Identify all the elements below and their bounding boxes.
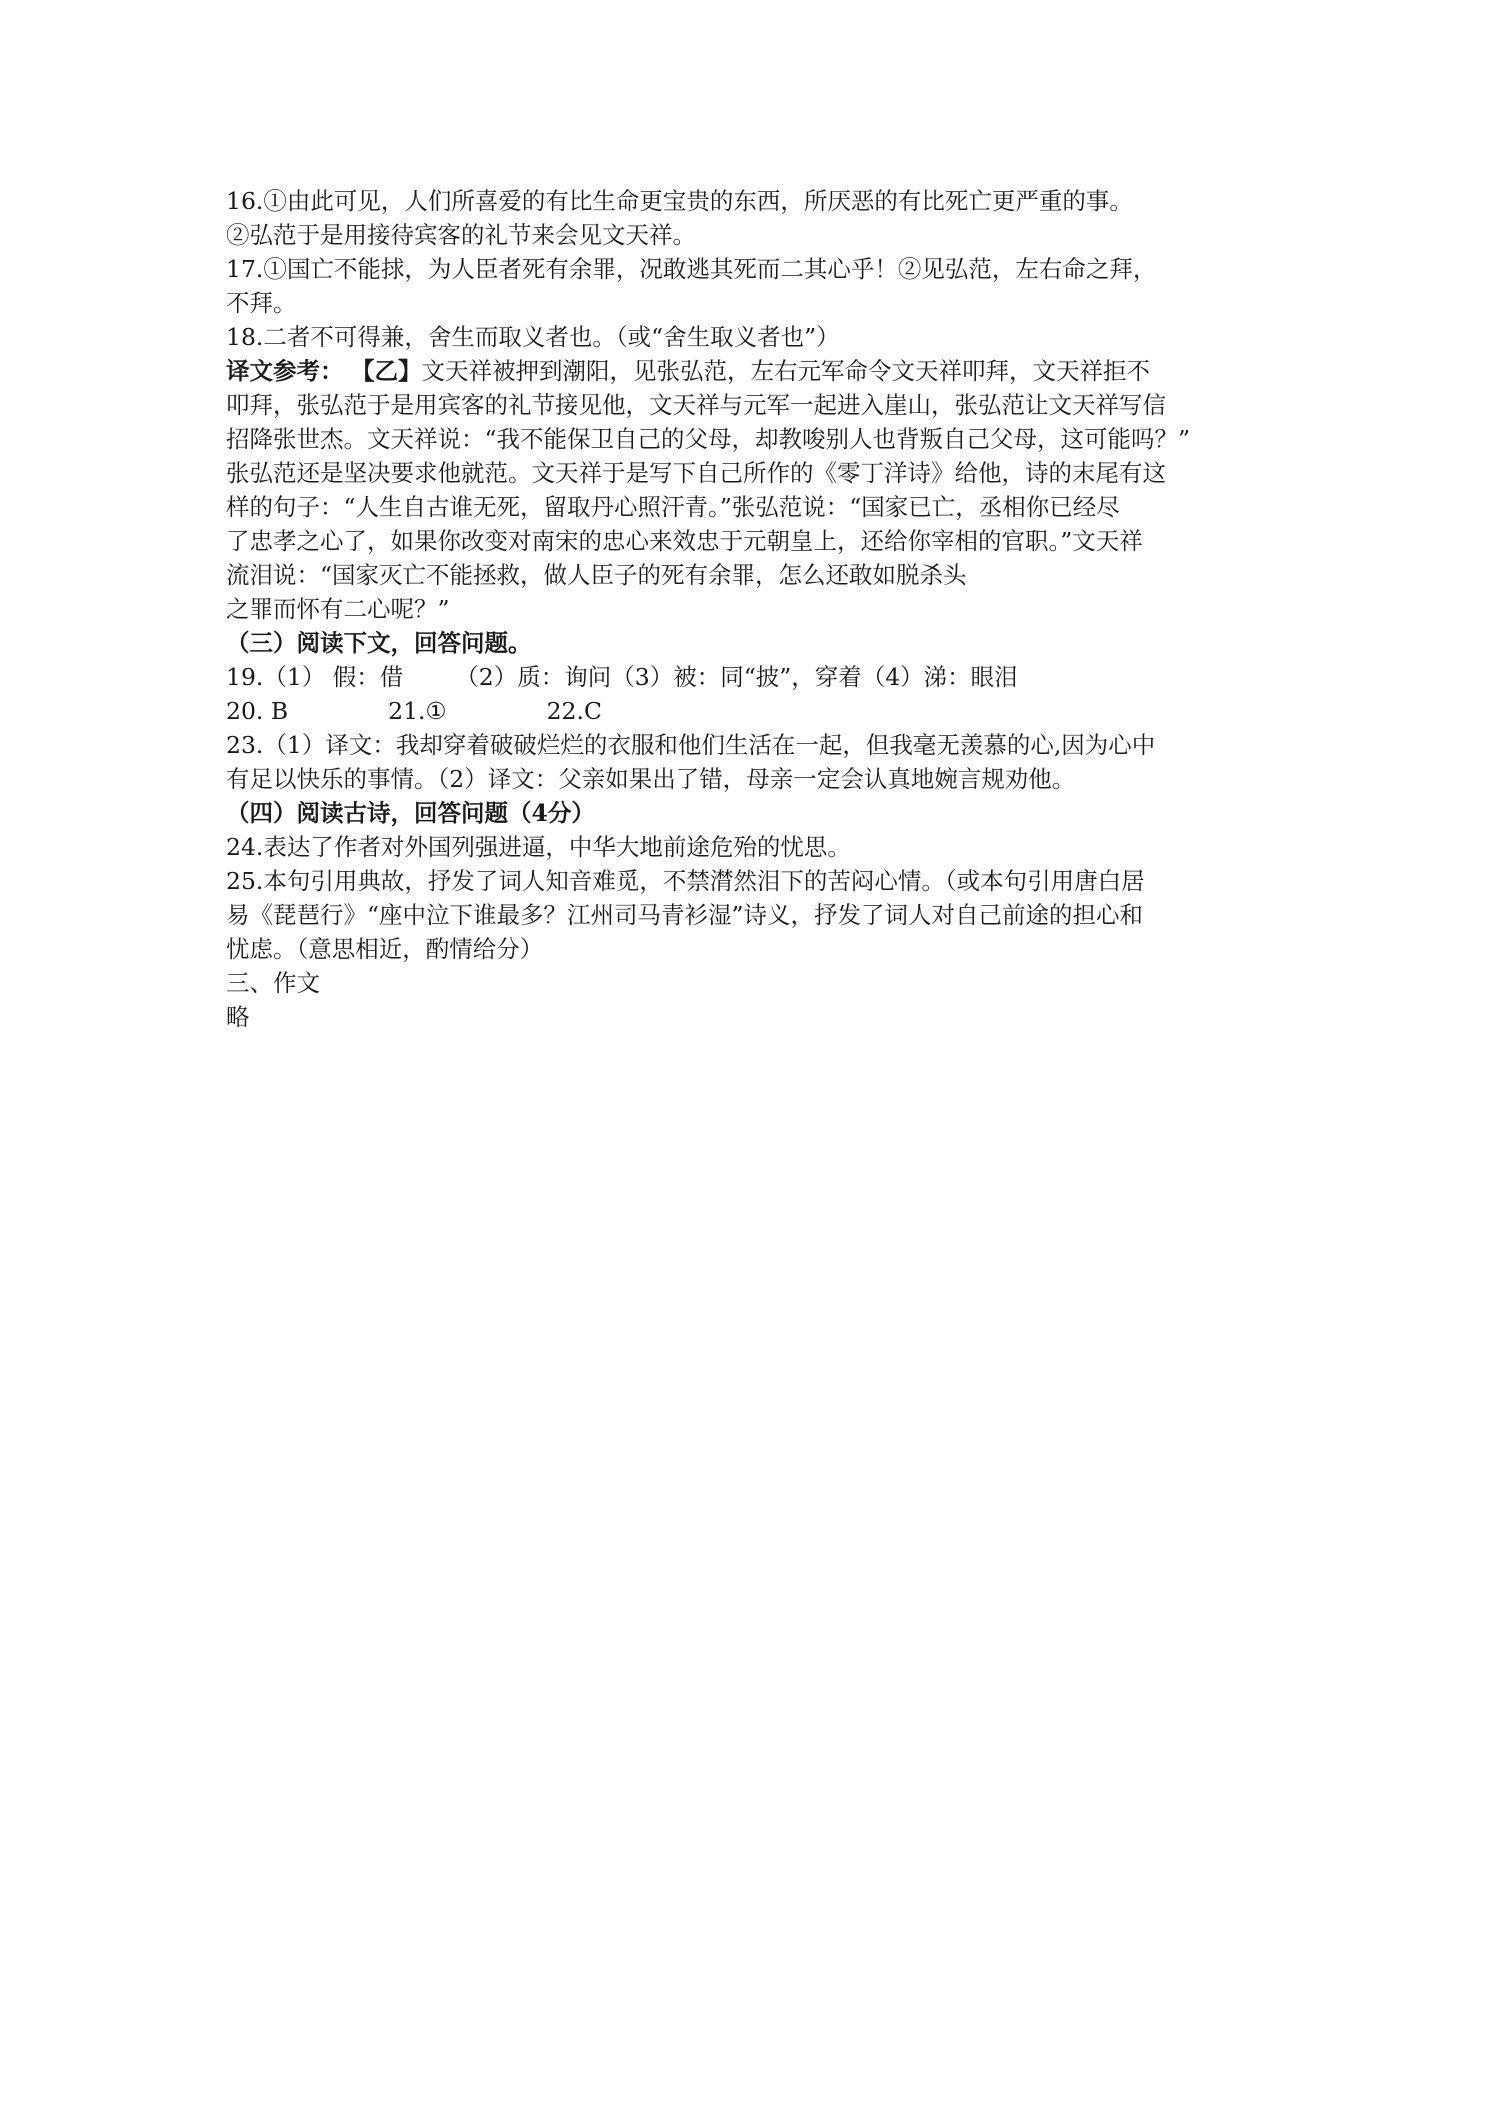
section-4-heading: （四）阅读古诗，回答问题（4分） bbox=[226, 799, 595, 827]
translation-line-1 bbox=[226, 354, 1276, 388]
section-essay-heading: 三、作文 bbox=[226, 969, 320, 997]
translation-line-4: 张弘范还是坚决要求他就范。文天祥于是写下自己所作的《零丁洋诗》给他，诗的末尾有这 bbox=[226, 459, 1166, 487]
q19-answer bbox=[226, 660, 1276, 694]
q17-answer-line-2: 不拜。 bbox=[226, 289, 297, 317]
translation-line-7: 流泪说：“国家灭亡不能拯救，做人臣子的死有余罪，怎么还敢如脱杀头 bbox=[226, 561, 967, 589]
q19-part-b: （2）质：询问（3）被：同“披”，穿着（4）涕：眼泪 bbox=[455, 663, 1018, 691]
q18-answer: 18.二者不可得兼，舍生而取义者也。（或“舍生取义者也”） bbox=[226, 323, 840, 351]
q25-answer-line-3: 忧虑。（意思相近，酌情给分） bbox=[226, 935, 544, 963]
q16-answer-line-2: ②弘范于是用接待宾客的礼节来会见文天祥。 bbox=[226, 221, 696, 249]
q23-answer-line-2: 有足以快乐的事情。（2）译文：父亲如果出了错，母亲一定会认真地婉言规劝他。 bbox=[226, 765, 1076, 793]
q25-answer-line-2: 易《琵琶行》“座中泣下谁最多？江州司马青衫湿”诗义，抒发了词人对自己前途的担心和 bbox=[226, 901, 1144, 929]
translation-text-1: 文天祥被押到潮阳，见张弘范，左右元军命令文天祥叩拜，文天祥拒不 bbox=[421, 357, 1150, 385]
q20-q22-answers bbox=[226, 694, 1276, 728]
section-3-heading: （三）阅读下文，回答问题。 bbox=[226, 629, 532, 657]
translation-label: 译文参考： bbox=[226, 357, 344, 385]
translation-line-3: 招降张世杰。文天祥说：“我不能保卫自己的父母，却教唆别人也背叛自己父母，这可能吗？” bbox=[226, 425, 1191, 453]
translation-line-6: 了忠孝之心了，如果你改变对南宋的忠心来效忠于元朝皇上，还给你宰相的官职。”文天祥 bbox=[226, 527, 1143, 555]
q23-answer-line-1: 23.（1）译文：我却穿着破破烂烂的衣服和他们生活在一起，但我毫无羡慕的心,因为心中 bbox=[226, 731, 1156, 759]
answer-key-page bbox=[226, 184, 1276, 1034]
translation-tag: 【乙】 bbox=[350, 357, 422, 385]
q21-answer: 21.① bbox=[388, 697, 447, 725]
q16-answer-line-1: 16.①由此可见，人们所喜爱的有比生命更宝贵的东西，所厌恶的有比死亡更严重的事。 bbox=[226, 187, 1133, 215]
q25-answer-line-1: 25.本句引用典故，抒发了词人知音难觅，不禁潸然泪下的苦闷心情。（或本句引用唐白居 bbox=[226, 867, 1145, 895]
q22-answer: 22.C bbox=[546, 697, 602, 725]
q19-part-a: 19.（1） 假：借 bbox=[226, 663, 404, 691]
q20-answer: 20. B bbox=[226, 697, 289, 725]
essay-answer: 略 bbox=[226, 1003, 250, 1031]
translation-line-2: 叩拜，张弘范于是用宾客的礼节接见他，文天祥与元军一起进入崖山，张弘范让文天祥写信 bbox=[226, 391, 1166, 419]
translation-line-8: 之罪而怀有二心呢？” bbox=[226, 595, 450, 623]
q24-answer: 24.表达了作者对外国列强进逼，中华大地前途危殆的忧思。 bbox=[226, 833, 851, 861]
q17-answer-line-1: 17.①国亡不能捄，为人臣者死有余罪，况敢逃其死而二其心乎！②见弘范，左右命之拜， bbox=[226, 255, 1157, 283]
translation-line-5: 样的句子：“人生自古谁无死，留取丹心照汗青。”张弘范说：“国家已亡，丞相你已经尽 bbox=[226, 493, 1120, 521]
